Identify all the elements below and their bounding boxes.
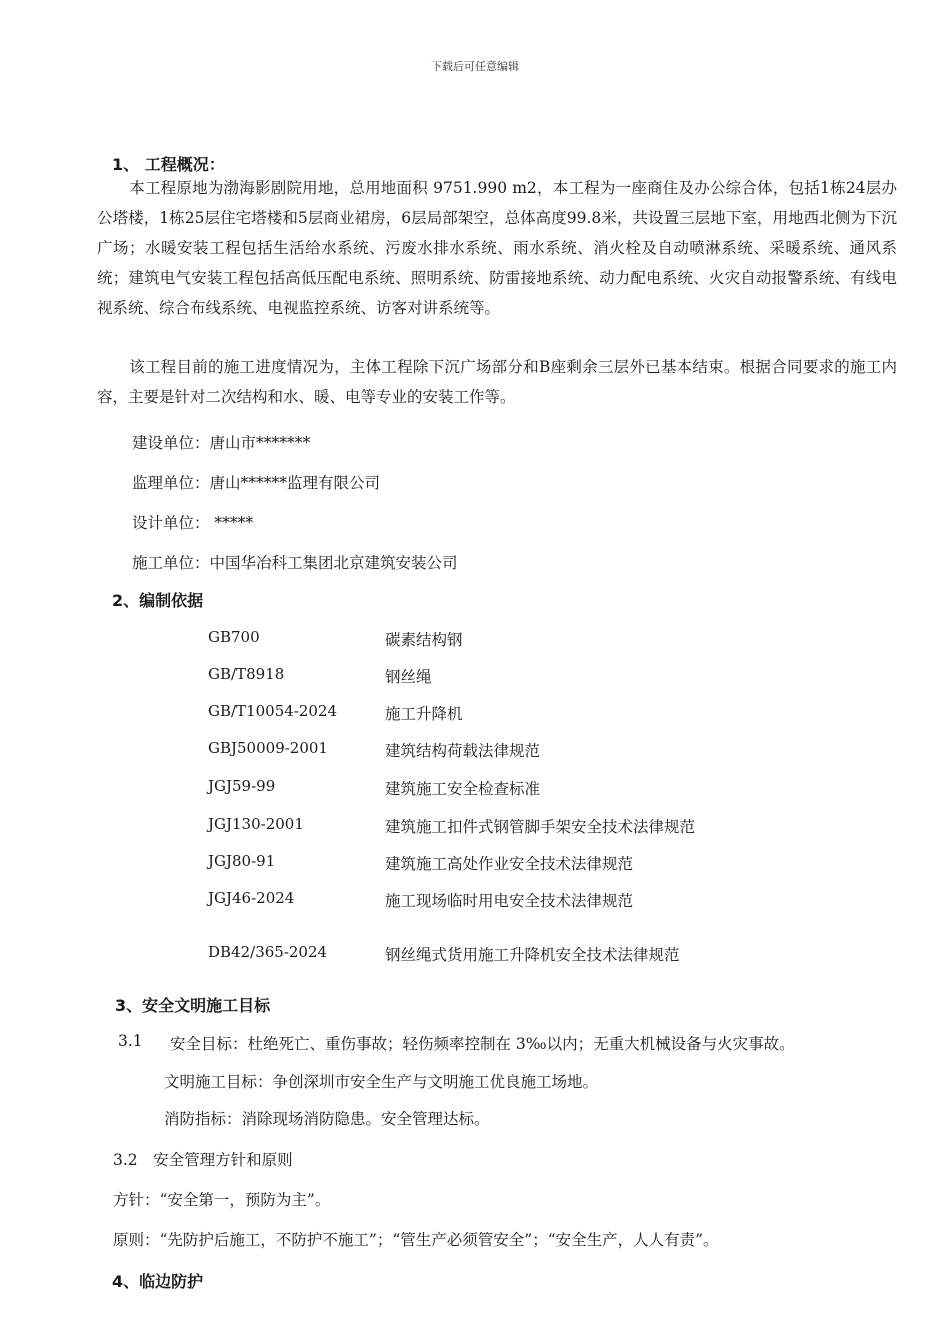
standard-name: 建筑施工扣件式钢管脚手架安全技术法律规范 bbox=[385, 818, 696, 836]
fire-protection-goal: 消防指标：消除现场消防隐患。安全管理达标。 bbox=[164, 1110, 490, 1128]
standard-code: GB/T10054-2024 bbox=[208, 702, 338, 720]
standard-name: 建筑结构荷载法律规范 bbox=[385, 742, 541, 760]
overview-paragraph-2 bbox=[97, 352, 897, 412]
standard-name: 钢丝绳式货用施工升降机安全技术法律规范 bbox=[385, 946, 680, 964]
standard-name: 建筑施工安全检查标准 bbox=[385, 780, 541, 798]
contractor-unit: 施工单位：中国华冶科工集团北京建筑安装公司 bbox=[132, 554, 458, 572]
item-3-2-heading: 3.2 安全管理方针和原则 bbox=[113, 1151, 293, 1169]
section-1-title: 1、 工程概况： bbox=[112, 155, 225, 174]
supervision-unit: 监理单位：唐山******监理有限公司 bbox=[132, 474, 381, 492]
safety-goal: 安全目标：杜绝死亡、重伤事故；轻伤频率控制在 3‰以内；无重大机械设备与火灾事故。 bbox=[170, 1035, 795, 1053]
overview-paragraph-1 bbox=[97, 173, 897, 323]
standard-code: JGJ130-2001 bbox=[208, 815, 304, 833]
standard-code: JGJ80-91 bbox=[208, 852, 276, 870]
construction-unit: 建设单位：唐山市******* bbox=[132, 434, 311, 452]
overview-paragraph-2-text: 该工程目前的施工进度情况为，主体工程除下沉广场部分和B座剩余三层外已基本结束。根据合同要求的施工内容，主要是针对二次结构和水、暖、电等专业的安装工作等。 bbox=[97, 358, 897, 406]
standard-code: DB42/365-2024 bbox=[208, 943, 328, 961]
section-4-title: 4、临边防护 bbox=[112, 1272, 204, 1291]
standard-code: GB700 bbox=[208, 628, 260, 646]
overview-paragraph-1-text: 本工程原地为渤海影剧院用地，总用地面积 9751.990 m2，本工程为一座商住及办公综合体，包括1栋24层办公塔楼，1栋25层住宅塔楼和5层商业裙房，6层局部架空，总体高度99.8米，共设置三层地下室，用地西北侧为下沉广场；水暖安装工程包括生活给水系统、污废水排水系统、雨水系统、消火栓及自动喷淋系统、采暖系统、通风系统；建筑电气安装工程包括高低压配电系统、照明系统、防雷接地系统、动力配电系统、火灾自动报警系统、有线电视系统、综合布线系统、电视监控系统、访客对讲系统等。 bbox=[97, 179, 897, 317]
design-unit: 设计单位： ***** bbox=[132, 514, 254, 532]
safety-policy: 方针：“安全第一，预防为主”。 bbox=[113, 1191, 331, 1209]
standard-name: 施工现场临时用电安全技术法律规范 bbox=[385, 892, 634, 910]
standard-code: GBJ50009-2001 bbox=[208, 739, 328, 757]
item-3-1-number: 3.1 bbox=[118, 1032, 143, 1050]
standard-code: JGJ59-99 bbox=[208, 777, 276, 795]
standard-name: 建筑施工高处作业安全技术法律规范 bbox=[385, 855, 634, 873]
standard-name: 碳素结构钢 bbox=[385, 631, 463, 649]
section-3-title: 3、安全文明施工目标 bbox=[115, 996, 271, 1015]
safety-principle: 原则：“先防护后施工，不防护不施工”；“管生产必须管安全”；“安全生产，人人有责”。 bbox=[113, 1231, 719, 1249]
standard-code: JGJ46-2024 bbox=[208, 889, 295, 907]
section-2-title: 2、编制依据 bbox=[112, 591, 204, 610]
civil-construction-goal: 文明施工目标：争创深圳市安全生产与文明施工优良施工场地。 bbox=[164, 1073, 599, 1091]
standard-name: 施工升降机 bbox=[385, 705, 463, 723]
standard-code: GB/T8918 bbox=[208, 665, 285, 683]
page-header: 下载后可任意编辑 bbox=[431, 60, 519, 73]
standard-name: 钢丝绳 bbox=[385, 668, 432, 686]
